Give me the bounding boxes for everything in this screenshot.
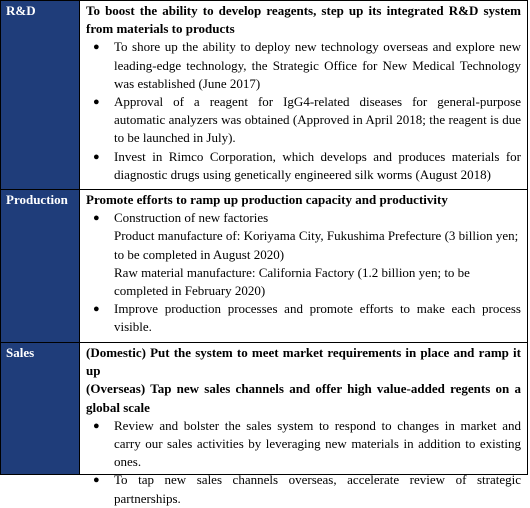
bullet-icon: ● bbox=[93, 303, 100, 316]
bullet-icon: ● bbox=[93, 96, 100, 109]
list-item bbox=[86, 93, 521, 148]
bullet-icon: ● bbox=[93, 419, 100, 432]
row-label-rnd: R&D bbox=[1, 1, 80, 189]
list-item bbox=[86, 148, 521, 184]
list-item bbox=[86, 471, 521, 507]
bullet-icon: ● bbox=[93, 474, 100, 487]
bullet-icon: ● bbox=[93, 150, 100, 163]
row-content-sales bbox=[81, 343, 527, 506]
row-label-production: Production bbox=[1, 190, 80, 342]
list-item-text: To shore up the ability to deploy new technology overseas and explore new leading-edge technology, the Strategic Office for New Medical Technology was established (June 2017) bbox=[114, 39, 521, 91]
list-item-text: Improve production processes and promote efforts to make each process visible. bbox=[114, 301, 521, 335]
list-item-text: Review and bolster the sales system to respond to changes in market and carry our sales activities by leveraging new materials in addition to existing ones. bbox=[114, 417, 521, 470]
sub-item-koriyama: Product manufacture of: Koriyama City, Fukushima Prefecture (3 billion yen; to be completed in August 2020) bbox=[114, 228, 519, 262]
list-item-text: Approval of a reagent for IgG4-related diseases for general-purpose automatic analyzers was obtained (Approved in April 2018; the reagent is due to be launched in July). bbox=[114, 94, 521, 146]
bullet-icon: ● bbox=[93, 212, 100, 225]
list-item-text: To tap new sales channels overseas, accelerate review of strategic partnerships. bbox=[114, 472, 521, 506]
production-bullet-list bbox=[86, 209, 521, 227]
table-row-rnd bbox=[1, 1, 527, 190]
production-bullet-list-2 bbox=[86, 300, 521, 336]
list-item bbox=[86, 209, 521, 227]
sales-bullet-list bbox=[86, 417, 521, 508]
list-item bbox=[86, 417, 521, 472]
sales-heading-overseas: (Overseas) Tap new sales channels and offer high value-added regents on a global scale bbox=[86, 381, 521, 415]
bullet-icon: ● bbox=[93, 41, 100, 54]
list-item bbox=[86, 38, 521, 93]
list-item bbox=[86, 300, 521, 336]
table-row-production bbox=[1, 190, 527, 343]
row-content-production bbox=[81, 190, 527, 342]
row-label-sales: Sales bbox=[1, 343, 80, 474]
rnd-heading: To boost the ability to develop reagents, step up its integrated R&D system from materials to products bbox=[86, 3, 521, 37]
table-row-sales bbox=[1, 343, 527, 506]
list-item-text: Construction of new factories bbox=[114, 210, 269, 226]
rnd-bullet-list bbox=[86, 38, 521, 184]
sales-heading-domestic: (Domestic) Put the system to meet market requirements in place and ramp it up bbox=[86, 345, 521, 379]
production-heading: Promote efforts to ramp up production capacity and productivity bbox=[86, 192, 448, 207]
sub-item-california: Raw material manufacture: California Factory (1.2 billion yen; to be completed in February 2020) bbox=[114, 264, 470, 299]
row-content-rnd bbox=[81, 1, 527, 189]
list-item-text: Invest in Rimco Corporation, which develops and produces materials for diagnostic drugs using genetically engineered silk worms (August 2018) bbox=[114, 148, 521, 182]
